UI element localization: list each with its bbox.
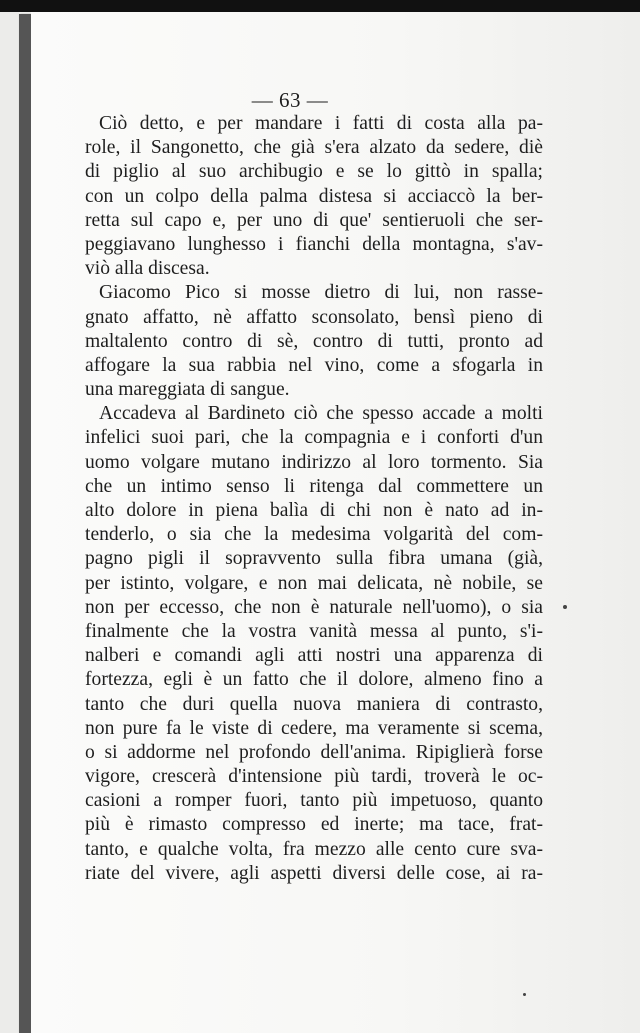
scan-top-edge <box>0 0 640 12</box>
text-line: una mareggiata di sangue. <box>85 379 290 401</box>
text-line: fortezza, egli è un fatto che il dolore, almeno fino a <box>85 669 543 691</box>
text-line: vigore, crescerà d'intensione più tardi, troverà le oc- <box>85 766 543 788</box>
scan-left-margin <box>0 12 19 1033</box>
text-line: Ciò detto, e per mandare i fatti di costa alla pa- <box>99 113 543 134</box>
text-line: finalmente che la vostra vanità messa al punto, s'i- <box>85 620 543 642</box>
text-line: con un colpo della palma distesa si acciaccò la ber- <box>85 185 543 207</box>
text-line: uomo volgare mutano indirizzo al loro tormento. Sia <box>85 451 543 473</box>
text-line: o si addorme nel profondo dell'anima. Ripiglierà forse <box>85 741 543 763</box>
text-line: riate del vivere, agli aspetti diversi delle cose, ai ra- <box>85 862 543 884</box>
body-text <box>85 112 543 886</box>
text-line: gnato affatto, nè affatto sconsolato, bensì pieno di <box>85 306 543 328</box>
text-line: di piglio al suo archibugio e se lo gittò in spalla; <box>85 161 543 183</box>
book-spine-shadow <box>19 14 31 1033</box>
ink-speck <box>523 993 526 996</box>
text-line: affogare la sua rabbia nel vino, come a sfogarla in <box>85 354 543 376</box>
text-line: tanto, e qualche volta, fra mezzo alle cento cure sva- <box>85 838 543 860</box>
text-line: maltalento contro di sè, contro di tutti, pronto ad <box>85 330 543 352</box>
text-line: non per eccesso, che non è naturale nell'uomo), o sia <box>85 596 543 618</box>
text-line: Accadeva al Bardineto ciò che spesso accade a molti <box>99 403 543 425</box>
text-line: non pure fa le viste di cedere, ma veramente si scema, <box>85 717 543 739</box>
text-line: pagno pigli il sopravvento sulla fibra umana (già, <box>85 548 543 570</box>
text-line: Giacomo Pico si mosse dietro di lui, non rasse- <box>99 282 543 304</box>
text-line: peggiavano lunghesso i fianchi della montagna, s'av- <box>85 233 543 255</box>
page-number: — 63 — <box>251 88 329 112</box>
text-line: per istinto, volgare, e non mai delicata, nè nobile, se <box>85 572 543 594</box>
text-line: alto dolore in piena balìa di chi non è nato ad in- <box>85 500 543 521</box>
text-line: più è rimasto compresso ed inerte; ma tace, frat- <box>85 814 543 836</box>
text-line: role, il Sangonetto, che già s'era alzato da sedere, diè <box>85 137 543 159</box>
text-line: che un intimo senso li ritenga dal commettere un <box>85 475 543 497</box>
text-line: tanto che duri quella nuova maniera di contrasto, <box>85 693 543 715</box>
text-line: tenderlo, o sia che la medesima volgarità del com- <box>85 524 543 546</box>
text-line: casioni a romper fuori, tanto più impetuoso, quanto <box>85 790 543 812</box>
text-line: retta sul capo e, per uno di que' sentieruoli che ser- <box>85 209 543 231</box>
text-line: viò alla discesa. <box>85 258 210 280</box>
text-line: infelici suoi pari, che la compagnia e i conforti d'un <box>85 427 543 449</box>
text-line: nalberi e comandi agli atti nostri una apparenza di <box>85 645 543 667</box>
ink-speck <box>563 605 567 609</box>
